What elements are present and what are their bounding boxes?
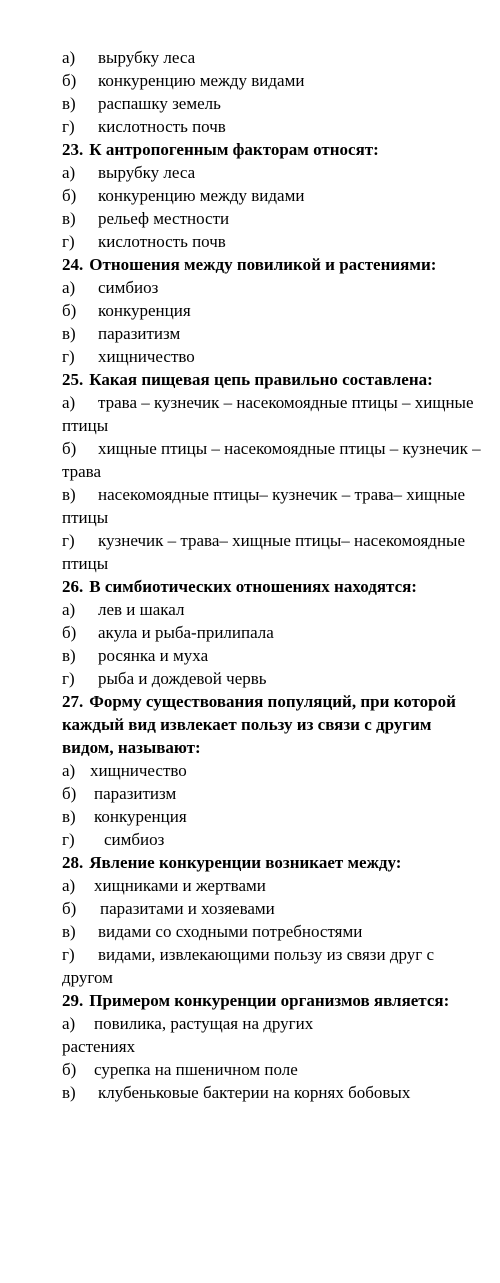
option-text: повилика, растущая на других растениях — [62, 1014, 314, 1056]
question-text: Отношения между повиликой и растениями: — [89, 255, 437, 274]
question-23 — [62, 138, 480, 253]
option-text: паразитизм — [98, 324, 181, 343]
option-letter: б) — [62, 623, 77, 642]
option-item — [62, 483, 482, 529]
option-item — [62, 322, 480, 345]
option-text: видами со сходными потребностями — [98, 922, 363, 941]
option-letter: в) — [62, 94, 76, 113]
option-letter: г) — [62, 531, 75, 550]
question-text: В симбиотических отношениях находятся: — [89, 577, 417, 596]
option-letter: г) — [62, 117, 75, 136]
option-text: конкуренция — [98, 301, 191, 320]
option-item — [62, 805, 480, 828]
question-heading — [62, 368, 482, 391]
question-heading — [62, 253, 482, 276]
option-text: симбиоз — [104, 830, 165, 849]
option-letter: а) — [62, 163, 76, 182]
option-item — [62, 437, 482, 483]
option-text: кислотность почв — [98, 117, 226, 136]
option-letter: а) — [62, 876, 76, 895]
option-text: конкуренцию между видами — [98, 71, 305, 90]
option-text: паразитизм — [94, 784, 177, 803]
option-text: клубеньковые бактерии на корнях бобовых — [98, 1083, 411, 1102]
option-text: вырубку леса — [98, 48, 196, 67]
question-27 — [62, 690, 480, 851]
option-item — [62, 943, 482, 989]
option-item — [62, 897, 480, 920]
option-item — [62, 69, 480, 92]
question-text: Форму существования популяций, при которой каждый вид извлекает пользу из связи с другим видом, называют: — [62, 692, 456, 757]
option-letter: в) — [62, 324, 76, 343]
option-text: трава – кузнечик – насекомоядные птицы – хищные птицы — [62, 393, 474, 435]
question-text: Примером конкуренции организмов является: — [89, 991, 450, 1010]
option-text: акула и рыба-прилипала — [98, 623, 274, 642]
option-letter: б) — [62, 439, 77, 458]
option-item — [62, 184, 480, 207]
q22-options — [62, 46, 480, 138]
option-item — [62, 667, 480, 690]
option-letter: а) — [62, 600, 76, 619]
option-letter: г) — [62, 232, 75, 251]
option-letter: г) — [62, 347, 75, 366]
question-number: 24. — [62, 255, 84, 274]
option-item — [62, 644, 480, 667]
option-letter: в) — [62, 807, 76, 826]
question-number: 26. — [62, 577, 84, 596]
option-letter: в) — [62, 646, 76, 665]
question-heading — [62, 989, 482, 1012]
option-letter: в) — [62, 209, 76, 228]
option-letter: г) — [62, 945, 75, 964]
option-text: распашку земель — [98, 94, 221, 113]
option-text: хищные птицы – насекомоядные птицы – кузнечик – трава — [62, 439, 481, 481]
option-text: конкуренция — [94, 807, 187, 826]
option-item — [62, 161, 480, 184]
question-heading — [62, 851, 482, 874]
option-letter: в) — [62, 922, 76, 941]
question-28 — [62, 851, 480, 989]
option-item — [62, 46, 480, 69]
option-letter: в) — [62, 485, 76, 504]
question-number: 25. — [62, 370, 84, 389]
question-number: 29. — [62, 991, 84, 1010]
option-letter: а) — [62, 393, 76, 412]
option-text: рыба и дождевой червь — [98, 669, 267, 688]
question-text: К антропогенным факторам относят: — [89, 140, 379, 159]
option-letter: г) — [62, 669, 75, 688]
option-item — [62, 874, 480, 897]
question-heading — [62, 575, 482, 598]
option-letter: б) — [62, 899, 77, 918]
option-letter: б) — [62, 186, 77, 205]
option-item — [62, 1012, 382, 1058]
option-letter: б) — [62, 1060, 77, 1079]
option-text: лев и шакал — [98, 600, 185, 619]
option-letter: б) — [62, 784, 77, 803]
question-heading — [62, 138, 482, 161]
option-text: рельеф местности — [98, 209, 230, 228]
option-letter: а) — [62, 48, 76, 67]
question-number: 23. — [62, 140, 84, 159]
question-29 — [62, 989, 480, 1104]
option-text: хищниками и жертвами — [94, 876, 266, 895]
option-text: вырубку леса — [98, 163, 196, 182]
option-text: кислотность почв — [98, 232, 226, 251]
question-25 — [62, 368, 480, 575]
option-text: сурепка на пшеничном поле — [94, 1060, 298, 1079]
option-item — [62, 621, 480, 644]
option-item — [62, 92, 480, 115]
option-item — [62, 345, 480, 368]
option-letter: а) — [62, 761, 76, 780]
option-text: насекомоядные птицы– кузнечик – трава– хищные птицы — [62, 485, 466, 527]
option-item — [62, 391, 482, 437]
option-text: хищничество — [90, 761, 187, 780]
option-item — [62, 782, 480, 805]
option-text: симбиоз — [98, 278, 159, 297]
option-item — [62, 276, 480, 299]
question-26 — [62, 575, 480, 690]
question-number: 28. — [62, 853, 84, 872]
question-heading — [62, 690, 482, 759]
question-number: 27. — [62, 692, 84, 711]
option-item — [62, 230, 480, 253]
option-text: видами, извлекающими пользу из связи друг с другом — [62, 945, 435, 987]
question-text: Явление конкуренции возникает между: — [89, 853, 402, 872]
question-24 — [62, 253, 480, 368]
option-text: хищничество — [98, 347, 195, 366]
option-letter: б) — [62, 71, 77, 90]
option-letter: б) — [62, 301, 77, 320]
option-item — [62, 598, 480, 621]
option-letter: а) — [62, 278, 76, 297]
option-letter: в) — [62, 1083, 76, 1102]
option-item — [62, 115, 480, 138]
option-text: росянка и муха — [98, 646, 209, 665]
option-letter: а) — [62, 1014, 76, 1033]
question-text: Какая пищевая цепь правильно составлена: — [89, 370, 433, 389]
option-text: паразитами и хозяевами — [100, 899, 275, 918]
option-item — [62, 920, 480, 943]
option-item — [62, 529, 482, 575]
option-item — [62, 299, 480, 322]
option-text: кузнечик – трава– хищные птицы– насекомоядные птицы — [62, 531, 466, 573]
option-item — [62, 1081, 422, 1104]
option-item — [62, 828, 480, 851]
option-letter: г) — [62, 830, 75, 849]
option-text: конкуренцию между видами — [98, 186, 305, 205]
option-item — [62, 1058, 480, 1081]
option-item — [62, 207, 480, 230]
option-item — [62, 759, 480, 782]
